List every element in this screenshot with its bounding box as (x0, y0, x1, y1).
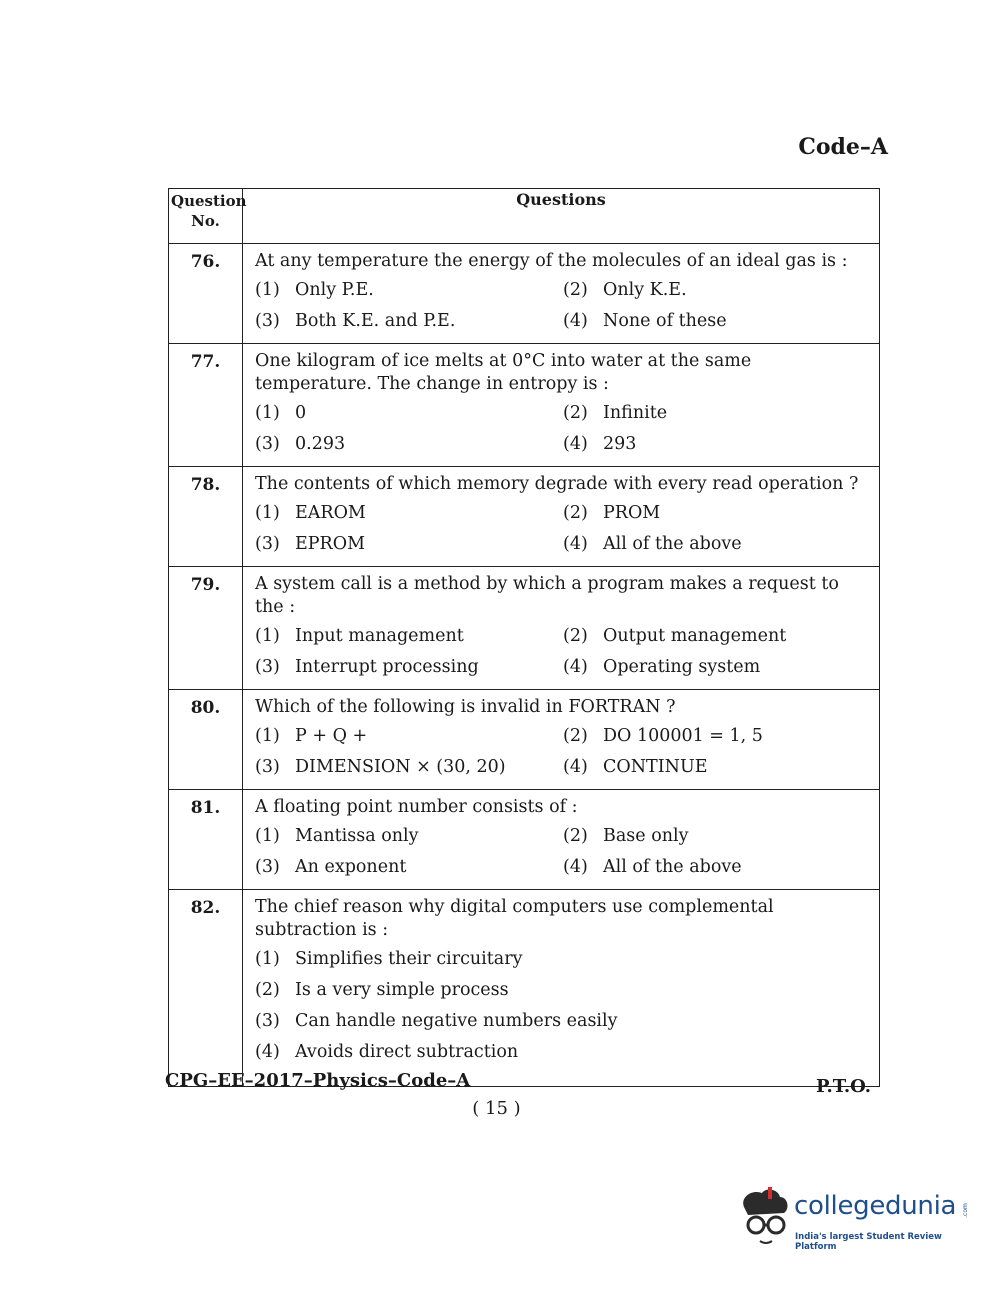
option-text: CONTINUE (603, 757, 708, 777)
option-number: (4) (563, 311, 588, 331)
option-number: (3) (255, 434, 280, 454)
question-no-header: Question No. (169, 189, 243, 244)
option-text: DIMENSION × (30, 20) (295, 757, 506, 777)
option-number: (4) (255, 1042, 280, 1062)
option-number: (1) (255, 503, 280, 523)
question-number: 76. (169, 244, 243, 344)
question-number: 79. (169, 567, 243, 690)
option-text: Is a very simple process (295, 980, 509, 1000)
question-text: Which of the following is invalid in FORTRAN ? (255, 697, 676, 717)
option-number: (2) (563, 826, 588, 846)
question-number: 80. (169, 690, 243, 790)
option-number: (3) (255, 757, 280, 777)
option-text: EAROM (295, 503, 366, 523)
option-number: (2) (563, 503, 588, 523)
student-mascot-icon (738, 1185, 794, 1249)
option-item (255, 656, 563, 679)
option-text: PROM (603, 503, 661, 523)
paper-code-header: Code–A (798, 134, 888, 160)
option-item (255, 1010, 871, 1033)
question-text: The contents of which memory degrade with every read operation ? (255, 474, 859, 494)
question-body (243, 344, 880, 467)
option-item (255, 625, 563, 648)
question-body (243, 890, 880, 1087)
option-text: 293 (603, 434, 637, 454)
option-text: Input management (295, 626, 464, 646)
option-item (563, 825, 871, 848)
brand-suffix: .com (961, 1203, 969, 1218)
question-body (243, 790, 880, 890)
option-text: An exponent (295, 857, 407, 877)
options-list (255, 825, 871, 879)
option-text: Base only (603, 826, 689, 846)
option-text: Mantissa only (295, 826, 419, 846)
option-item (563, 502, 871, 525)
option-item (255, 533, 563, 556)
questions-header: Questions (243, 189, 880, 244)
option-number: (1) (255, 949, 280, 969)
options-list (255, 625, 871, 679)
question-text: The chief reason why digital computers use complemental subtraction is : (255, 897, 774, 940)
brand-name: collegedunia (794, 1191, 957, 1221)
option-text: None of these (603, 311, 727, 331)
option-text: Can handle negative numbers easily (295, 1011, 618, 1031)
option-number: (1) (255, 280, 280, 300)
option-number: (3) (255, 534, 280, 554)
option-text: P + Q + (295, 726, 368, 746)
option-number: (1) (255, 826, 280, 846)
option-text: 0 (295, 403, 307, 423)
option-number: (4) (563, 757, 588, 777)
option-number: (4) (563, 657, 588, 677)
option-text: All of the above (603, 534, 742, 554)
option-item (255, 725, 563, 748)
option-item (255, 979, 871, 1002)
option-text: Only K.E. (603, 280, 687, 300)
question-row (169, 890, 880, 1087)
option-number: (1) (255, 403, 280, 423)
question-text: One kilogram of ice melts at 0°C into water at the same temperature. The change in entropy is : (255, 351, 752, 394)
table-header-row (169, 189, 880, 244)
option-text: Operating system (603, 657, 761, 677)
option-number: (1) (255, 626, 280, 646)
option-text: All of the above (603, 857, 742, 877)
question-body (243, 467, 880, 567)
option-number: (3) (255, 857, 280, 877)
options-list (255, 502, 871, 556)
question-text: A floating point number consists of : (255, 797, 578, 817)
option-item (563, 310, 871, 333)
option-number: (2) (563, 403, 588, 423)
option-number: (2) (563, 726, 588, 746)
option-item (255, 502, 563, 525)
option-item (563, 725, 871, 748)
option-number: (1) (255, 726, 280, 746)
option-text: 0.293 (295, 434, 346, 454)
option-text: Avoids direct subtraction (295, 1042, 519, 1062)
footer-pto: P.T.O. (815, 1076, 871, 1097)
options-list (255, 948, 871, 1064)
option-number: (2) (563, 280, 588, 300)
option-text: Both K.E. and P.E. (295, 311, 456, 331)
option-text: Simplifies their circuitary (295, 949, 523, 969)
questions-table (168, 188, 880, 1087)
option-item (563, 756, 871, 779)
option-text: EPROM (295, 534, 365, 554)
question-text: At any temperature the energy of the molecules of an ideal gas is : (255, 251, 848, 271)
options-list (255, 279, 871, 333)
question-row (169, 567, 880, 690)
option-item (563, 625, 871, 648)
option-number: (3) (255, 1011, 280, 1031)
option-item (563, 402, 871, 425)
question-text: A system call is a method by which a program makes a request to the : (255, 574, 839, 617)
option-item (255, 433, 563, 456)
question-number: 82. (169, 890, 243, 1087)
options-list (255, 402, 871, 456)
option-item (255, 856, 563, 879)
option-number: (4) (563, 534, 588, 554)
option-text: Infinite (603, 403, 668, 423)
question-number: 81. (169, 790, 243, 890)
option-text: Output management (603, 626, 787, 646)
option-number: (4) (563, 434, 588, 454)
option-item (563, 533, 871, 556)
option-number: (2) (255, 980, 280, 1000)
option-item (255, 402, 563, 425)
options-list (255, 725, 871, 779)
option-number: (3) (255, 311, 280, 331)
option-item (255, 825, 563, 848)
option-item (255, 1041, 871, 1064)
brand-tagline: India's largest Student Review Platform (795, 1232, 942, 1252)
option-item (255, 756, 563, 779)
option-number: (2) (563, 626, 588, 646)
question-row (169, 790, 880, 890)
question-body (243, 567, 880, 690)
option-item (255, 948, 871, 971)
option-number: (3) (255, 657, 280, 677)
footer-paper-code: CPG–EE–2017–Physics–Code–A (165, 1070, 471, 1091)
option-text: Only P.E. (295, 280, 374, 300)
question-row (169, 344, 880, 467)
option-text: DO 100001 = 1, 5 (603, 726, 763, 746)
question-number: 78. (169, 467, 243, 567)
question-row (169, 244, 880, 344)
option-number: (4) (563, 857, 588, 877)
option-item (563, 856, 871, 879)
collegedunia-watermark (738, 1185, 968, 1255)
question-row (169, 690, 880, 790)
option-item (255, 310, 563, 333)
question-row (169, 467, 880, 567)
option-text: Interrupt processing (295, 657, 479, 677)
question-number: 77. (169, 344, 243, 467)
question-body (243, 690, 880, 790)
option-item (563, 433, 871, 456)
option-item (255, 279, 563, 302)
option-item (563, 656, 871, 679)
page-number: ( 15 ) (472, 1098, 521, 1119)
question-body (243, 244, 880, 344)
option-item (563, 279, 871, 302)
